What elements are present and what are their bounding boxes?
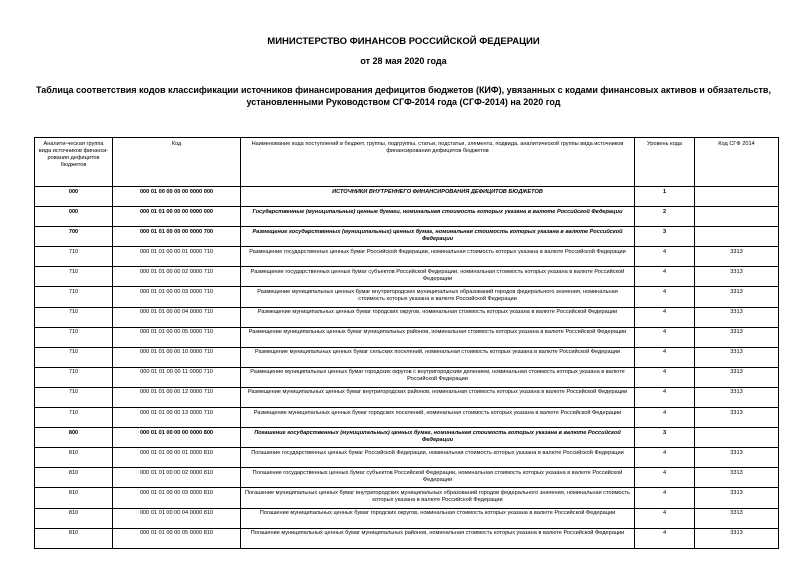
- document-date: от 28 мая 2020 года: [360, 56, 447, 66]
- table-row: [35, 408, 779, 428]
- cell-code: 000 01 01 00 00 00 0000 000: [113, 207, 241, 227]
- cell-sgf-code: 3313: [695, 367, 779, 387]
- classification-table: [34, 137, 779, 549]
- cell-code: 000 01 01 00 00 05 0000 810: [113, 528, 241, 548]
- cell-name: Государственные (муниципальные) ценные бумаги, номинальная стоимость которых указана в валюте Российской Федерации: [241, 207, 635, 227]
- cell-sgf-code: 3313: [695, 247, 779, 267]
- cell-analytic-group: 710: [35, 347, 113, 367]
- cell-name: Размещение государственных ценных бумаг субъектов Российской Федерации, номинальная стоимость которых указана в валюте Российской Федерации: [241, 267, 635, 287]
- column-header-sgf: Код СГФ 2014: [695, 138, 779, 187]
- table-row: [35, 327, 779, 347]
- table-row: [35, 227, 779, 247]
- cell-analytic-group: 810: [35, 488, 113, 508]
- cell-level: 4: [635, 488, 695, 508]
- cell-code: 000 01 01 00 00 13 0000 710: [113, 408, 241, 428]
- cell-sgf-code: 3313: [695, 267, 779, 287]
- cell-level: 2: [635, 207, 695, 227]
- cell-code: 000 01 01 00 00 10 0000 710: [113, 347, 241, 367]
- cell-name: Размещение муниципальных ценных бумаг городских поселений, номинальная стоимость которых указана в валюте Российской Федерации: [241, 408, 635, 428]
- cell-code: 000 01 01 00 00 01 0000 810: [113, 448, 241, 468]
- cell-name: Размещение муниципальных ценных бумаг городских округов, номинальная стоимость которых указана в валюте Российской Федерации: [241, 307, 635, 327]
- cell-level: 4: [635, 307, 695, 327]
- cell-level: 4: [635, 387, 695, 407]
- cell-level: 4: [635, 367, 695, 387]
- table-body: [35, 187, 779, 549]
- table-row: [35, 247, 779, 267]
- cell-sgf-code: [695, 207, 779, 227]
- table-row: [35, 387, 779, 407]
- cell-level: 3: [635, 227, 695, 247]
- table-row: [35, 508, 779, 528]
- cell-analytic-group: 810: [35, 528, 113, 548]
- cell-name: Размещение муниципальных ценных бумаг сельских поселений, номинальная стоимость которых указана в валюте Российской Федерации: [241, 347, 635, 367]
- cell-level: 4: [635, 468, 695, 488]
- cell-sgf-code: 3313: [695, 468, 779, 488]
- cell-name: Размещение муниципальных ценных бумаг внутригородских муниципальных образований городов федерального значения, номинальная стоимость которых указана в валюте Российской Федерации: [241, 287, 635, 307]
- document-title-line-2: установленными Руководством СГФ-2014 года (СГФ-2014) на 2020 год: [246, 97, 561, 107]
- cell-level: 4: [635, 247, 695, 267]
- cell-analytic-group: 810: [35, 468, 113, 488]
- cell-code: 000 01 01 00 00 02 0000 710: [113, 267, 241, 287]
- cell-analytic-group: 710: [35, 267, 113, 287]
- cell-level: 4: [635, 267, 695, 287]
- cell-name: Погашение муниципальных ценных бумаг городских округов, номинальная стоимость которых указана в валюте Российской Федерации: [241, 508, 635, 528]
- cell-name: Погашение муниципальных ценных бумаг внутригородских муниципальных образований городов федерального значения, номинальная стоимость которых указана в валюте Российской Федерации: [241, 488, 635, 508]
- cell-analytic-group: 710: [35, 307, 113, 327]
- cell-code: 000 01 01 00 00 04 0000 810: [113, 508, 241, 528]
- document-title: [0, 84, 807, 108]
- cell-sgf-code: [695, 187, 779, 207]
- cell-sgf-code: 3313: [695, 508, 779, 528]
- cell-code: 000 01 01 00 00 01 0000 710: [113, 247, 241, 267]
- column-header-group: Аналити-ческая группа вида источников финанси-рования дефицитов бюджетов: [35, 138, 113, 187]
- cell-name: Размещение государственных ценных бумаг Российской Федерации, номинальная стоимость которых указана в валюте Российской Федерации: [241, 247, 635, 267]
- table-row: [35, 528, 779, 548]
- table-row: [35, 367, 779, 387]
- cell-level: 3: [635, 428, 695, 448]
- cell-analytic-group: 810: [35, 508, 113, 528]
- cell-code: 000 01 01 00 00 11 0000 710: [113, 367, 241, 387]
- cell-sgf-code: 3313: [695, 327, 779, 347]
- cell-analytic-group: 710: [35, 387, 113, 407]
- cell-level: 4: [635, 347, 695, 367]
- column-header-name: Наименование кода поступлений в бюджет, группы, подгруппы, статьи, подстатьи, элемента, подвида, аналитической группы вида источников финансирования дефицитов бюджетов: [241, 138, 635, 187]
- cell-level: 4: [635, 327, 695, 347]
- cell-code: 000 01 01 00 00 04 0000 710: [113, 307, 241, 327]
- cell-name: Размещение муниципальных ценных бумаг городских округов с внутригородским делением, номинальная стоимость которых указана в валюте Российской Федерации: [241, 367, 635, 387]
- table-row: [35, 448, 779, 468]
- cell-code: 000 01 01 00 00 03 0000 810: [113, 488, 241, 508]
- table-row: [35, 347, 779, 367]
- cell-name: Размещение муниципальных ценных бумаг внутригородских районов, номинальная стоимость которых указана в валюте Российской Федерации: [241, 387, 635, 407]
- cell-name: Размещение государственных (муниципальных) ценных бумаг, номинальная стоимость которых указана в валюте Российской Федерации: [241, 227, 635, 247]
- cell-name: Размещение муниципальных ценных бумаг муниципальных районов, номинальная стоимость которых указана в валюте Российской Федерации: [241, 327, 635, 347]
- cell-sgf-code: 3313: [695, 408, 779, 428]
- cell-code: 000 01 01 00 00 12 0000 710: [113, 387, 241, 407]
- cell-sgf-code: 3313: [695, 307, 779, 327]
- column-header-level: Уровень кода: [635, 138, 695, 187]
- cell-sgf-code: 3313: [695, 387, 779, 407]
- cell-name: Погашение государственных ценных бумаг Российской Федерации, номинальная стоимость которых указана в валюте Российской Федерации: [241, 448, 635, 468]
- table-row: [35, 428, 779, 448]
- table-row: [35, 488, 779, 508]
- cell-analytic-group: 800: [35, 428, 113, 448]
- cell-analytic-group: 710: [35, 247, 113, 267]
- cell-level: 4: [635, 408, 695, 428]
- cell-code: 000 01 01 00 00 05 0000 710: [113, 327, 241, 347]
- cell-sgf-code: 3313: [695, 287, 779, 307]
- cell-code: 000 01 01 00 00 00 0000 700: [113, 227, 241, 247]
- cell-level: 1: [635, 187, 695, 207]
- cell-code: 000 01 01 00 00 03 0000 710: [113, 287, 241, 307]
- table-row: [35, 307, 779, 327]
- cell-code: 000 01 00 00 00 00 0000 000: [113, 187, 241, 207]
- cell-analytic-group: 000: [35, 187, 113, 207]
- cell-analytic-group: 000: [35, 207, 113, 227]
- cell-analytic-group: 710: [35, 367, 113, 387]
- cell-sgf-code: [695, 227, 779, 247]
- ministry-title: МИНИСТЕРСТВО ФИНАНСОВ РОССИЙСКОЙ ФЕДЕРАЦИИ: [267, 36, 540, 47]
- table-header-row: [35, 138, 779, 187]
- cell-name: Погашение муниципальных ценных бумаг муниципальных районов, номинальная стоимость которых указана в валюте Российской Федерации: [241, 528, 635, 548]
- table-row: [35, 187, 779, 207]
- cell-analytic-group: 710: [35, 327, 113, 347]
- cell-analytic-group: 710: [35, 287, 113, 307]
- cell-analytic-group: 810: [35, 448, 113, 468]
- cell-sgf-code: 3313: [695, 448, 779, 468]
- cell-name: ИСТОЧНИКИ ВНУТРЕННЕГО ФИНАНСИРОВАНИЯ ДЕФИЦИТОВ БЮДЖЕТОВ: [241, 187, 635, 207]
- cell-code: 000 01 01 00 00 02 0000 810: [113, 468, 241, 488]
- column-header-code: Код: [113, 138, 241, 187]
- cell-analytic-group: 710: [35, 408, 113, 428]
- cell-analytic-group: 700: [35, 227, 113, 247]
- cell-sgf-code: [695, 428, 779, 448]
- table-row: [35, 207, 779, 227]
- cell-level: 4: [635, 528, 695, 548]
- cell-level: 4: [635, 508, 695, 528]
- cell-level: 4: [635, 448, 695, 468]
- cell-code: 000 01 01 00 00 00 0000 800: [113, 428, 241, 448]
- table-row: [35, 468, 779, 488]
- cell-name: Погашение государственных ценных бумаг субъектов Российской Федерации, номинальная стоимость которых указана в валюте Российской Федерации: [241, 468, 635, 488]
- cell-sgf-code: 3313: [695, 347, 779, 367]
- table-row: [35, 267, 779, 287]
- cell-sgf-code: 3313: [695, 528, 779, 548]
- document-title-line-1: Таблица соответствия кодов классификации источников финансирования дефицитов бюджетов (КИФ), увязанных с кодами финансовых активов и обязательств,: [36, 85, 771, 95]
- cell-sgf-code: 3313: [695, 488, 779, 508]
- cell-name: Погашение государственных (муниципальных) ценных бумаг, номинальная стоимость которых указана в валюте Российской Федерации: [241, 428, 635, 448]
- cell-level: 4: [635, 287, 695, 307]
- table-row: [35, 287, 779, 307]
